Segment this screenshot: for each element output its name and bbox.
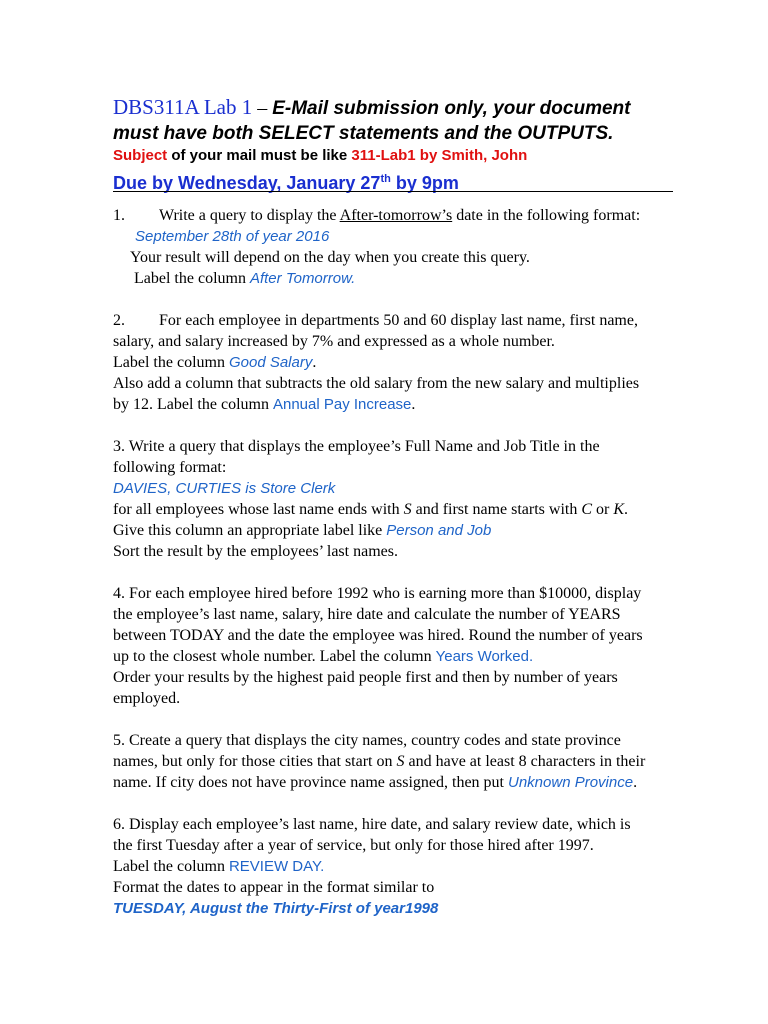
q4-label-end: . <box>528 648 534 665</box>
q6-label-end: . <box>320 858 325 875</box>
q4-line1: 4. For each employee hired before 1992 who is earning more than $10000, display <box>113 585 642 602</box>
question-5 <box>113 730 703 793</box>
q3-line3-c: or <box>592 501 614 518</box>
q3-line1: 3. Write a query that displays the employee’s Full Name and Job Title in the <box>113 438 600 455</box>
question-6 <box>113 814 703 919</box>
submission-note: E-Mail submission only, your document must have both SELECT statements and the OUTPUTS. <box>113 98 631 144</box>
q6-label: REVIEW DAY <box>228 858 321 875</box>
question-4 <box>113 583 703 709</box>
q4-line5: Order your results by the highest paid people first and then by number of years <box>113 669 618 686</box>
q3-line3-d: . <box>624 501 629 518</box>
subject-mid: of your mail must be like <box>167 147 352 164</box>
q3-line2: following format: <box>113 459 227 476</box>
subject-example: 311-Lab1 by Smith, John <box>351 147 528 164</box>
question-2 <box>113 310 703 415</box>
q2-label2: Annual Pay Increase <box>272 396 412 413</box>
q6-line1: 6. Display each employee’s last name, hire date, and salary review date, which is <box>113 816 631 833</box>
q3-line3-a: for all employees whose last name ends with <box>113 501 404 518</box>
q3-line5: Sort the result by the employees’ last names. <box>113 543 398 560</box>
question-1 <box>113 205 703 289</box>
q6-line2: the first Tuesday after a year of service, but only for those hired after 1997. <box>113 837 594 854</box>
q5-label: Unknown Province <box>508 774 634 791</box>
q5-line3-end: . <box>633 774 638 791</box>
q1-label-pre: Label the column <box>134 270 250 287</box>
lab-header <box>113 95 673 194</box>
course-code: DBS311A Lab 1 <box>113 95 253 119</box>
q3-format: DAVIES, CURTIES is Store Clerk <box>113 480 336 497</box>
q2-label: Good Salary <box>228 354 313 371</box>
q2-number: 2. <box>113 312 125 329</box>
subject-line <box>113 147 673 165</box>
due-sup: th <box>380 173 391 185</box>
q1-text-a: Write a query to display the <box>159 207 340 224</box>
q5-line2-b: and have at least 8 characters in their <box>404 753 646 770</box>
due-post: by 9pm <box>390 173 459 193</box>
q5-s: S <box>396 753 405 770</box>
q1-number: 1. <box>113 207 125 224</box>
q2-line2: salary, and salary increased by 7% and expressed as a whole number. <box>113 333 555 350</box>
q2-line5-pre: by 12. Label the column <box>113 396 273 413</box>
q4-line2: the employee’s last name, salary, hire date and calculate the number of YEARS <box>113 606 621 623</box>
title-dash: – <box>252 97 273 119</box>
q3-c: C <box>581 501 593 518</box>
questions <box>113 205 703 940</box>
q6-label-pre: Label the column <box>113 858 229 875</box>
q1-underlined: After-tomorrow’s <box>339 207 453 224</box>
subject-label: Subject <box>113 147 168 164</box>
q3-line4-pre: Give this column an appropriate label like <box>113 522 387 539</box>
q2-line4: Also add a column that subtracts the old salary from the new salary and multiplies <box>113 375 640 392</box>
q1-label: After Tomorrow. <box>249 270 356 287</box>
q4-label: Years Worked <box>435 648 529 665</box>
q3-k: K <box>613 501 625 518</box>
q2-label-end: . <box>312 354 317 371</box>
q4-line3: between TODAY and the date the employee was hired. Round the number of years <box>113 627 643 644</box>
q1-format: September 28th of year 2016 <box>135 228 330 245</box>
divider <box>113 191 673 192</box>
due-pre: Due by Wednesday, January 27 <box>113 173 381 193</box>
q3-line3-b: and first name starts with <box>411 501 582 518</box>
q3-label: Person and Job <box>386 522 492 539</box>
q5-line1: 5. Create a query that displays the city names, country codes and state province <box>113 732 621 749</box>
q1-text-b: date in the following format: <box>452 207 641 224</box>
q2-label-pre: Label the column <box>113 354 229 371</box>
question-3 <box>113 436 703 562</box>
q6-line4: Format the dates to appear in the format similar to <box>113 879 435 896</box>
q5-line2-a: names, but only for those cities that start on <box>113 753 397 770</box>
q1-line2: Your result will depend on the day when you create this query. <box>130 249 530 266</box>
q2-line5-end: . <box>411 396 416 413</box>
q5-line3-pre: name. If city does not have province name assigned, then put <box>113 774 508 791</box>
q4-line6: employed. <box>113 690 181 707</box>
q2-line1: For each employee in departments 50 and 60 display last name, first name, <box>159 312 638 329</box>
q3-s: S <box>403 501 412 518</box>
lab-title <box>113 95 673 146</box>
q6-format: TUESDAY, August the Thirty-First of year1998 <box>113 900 439 917</box>
q4-line4-pre: up to the closest whole number. Label the column <box>113 648 436 665</box>
